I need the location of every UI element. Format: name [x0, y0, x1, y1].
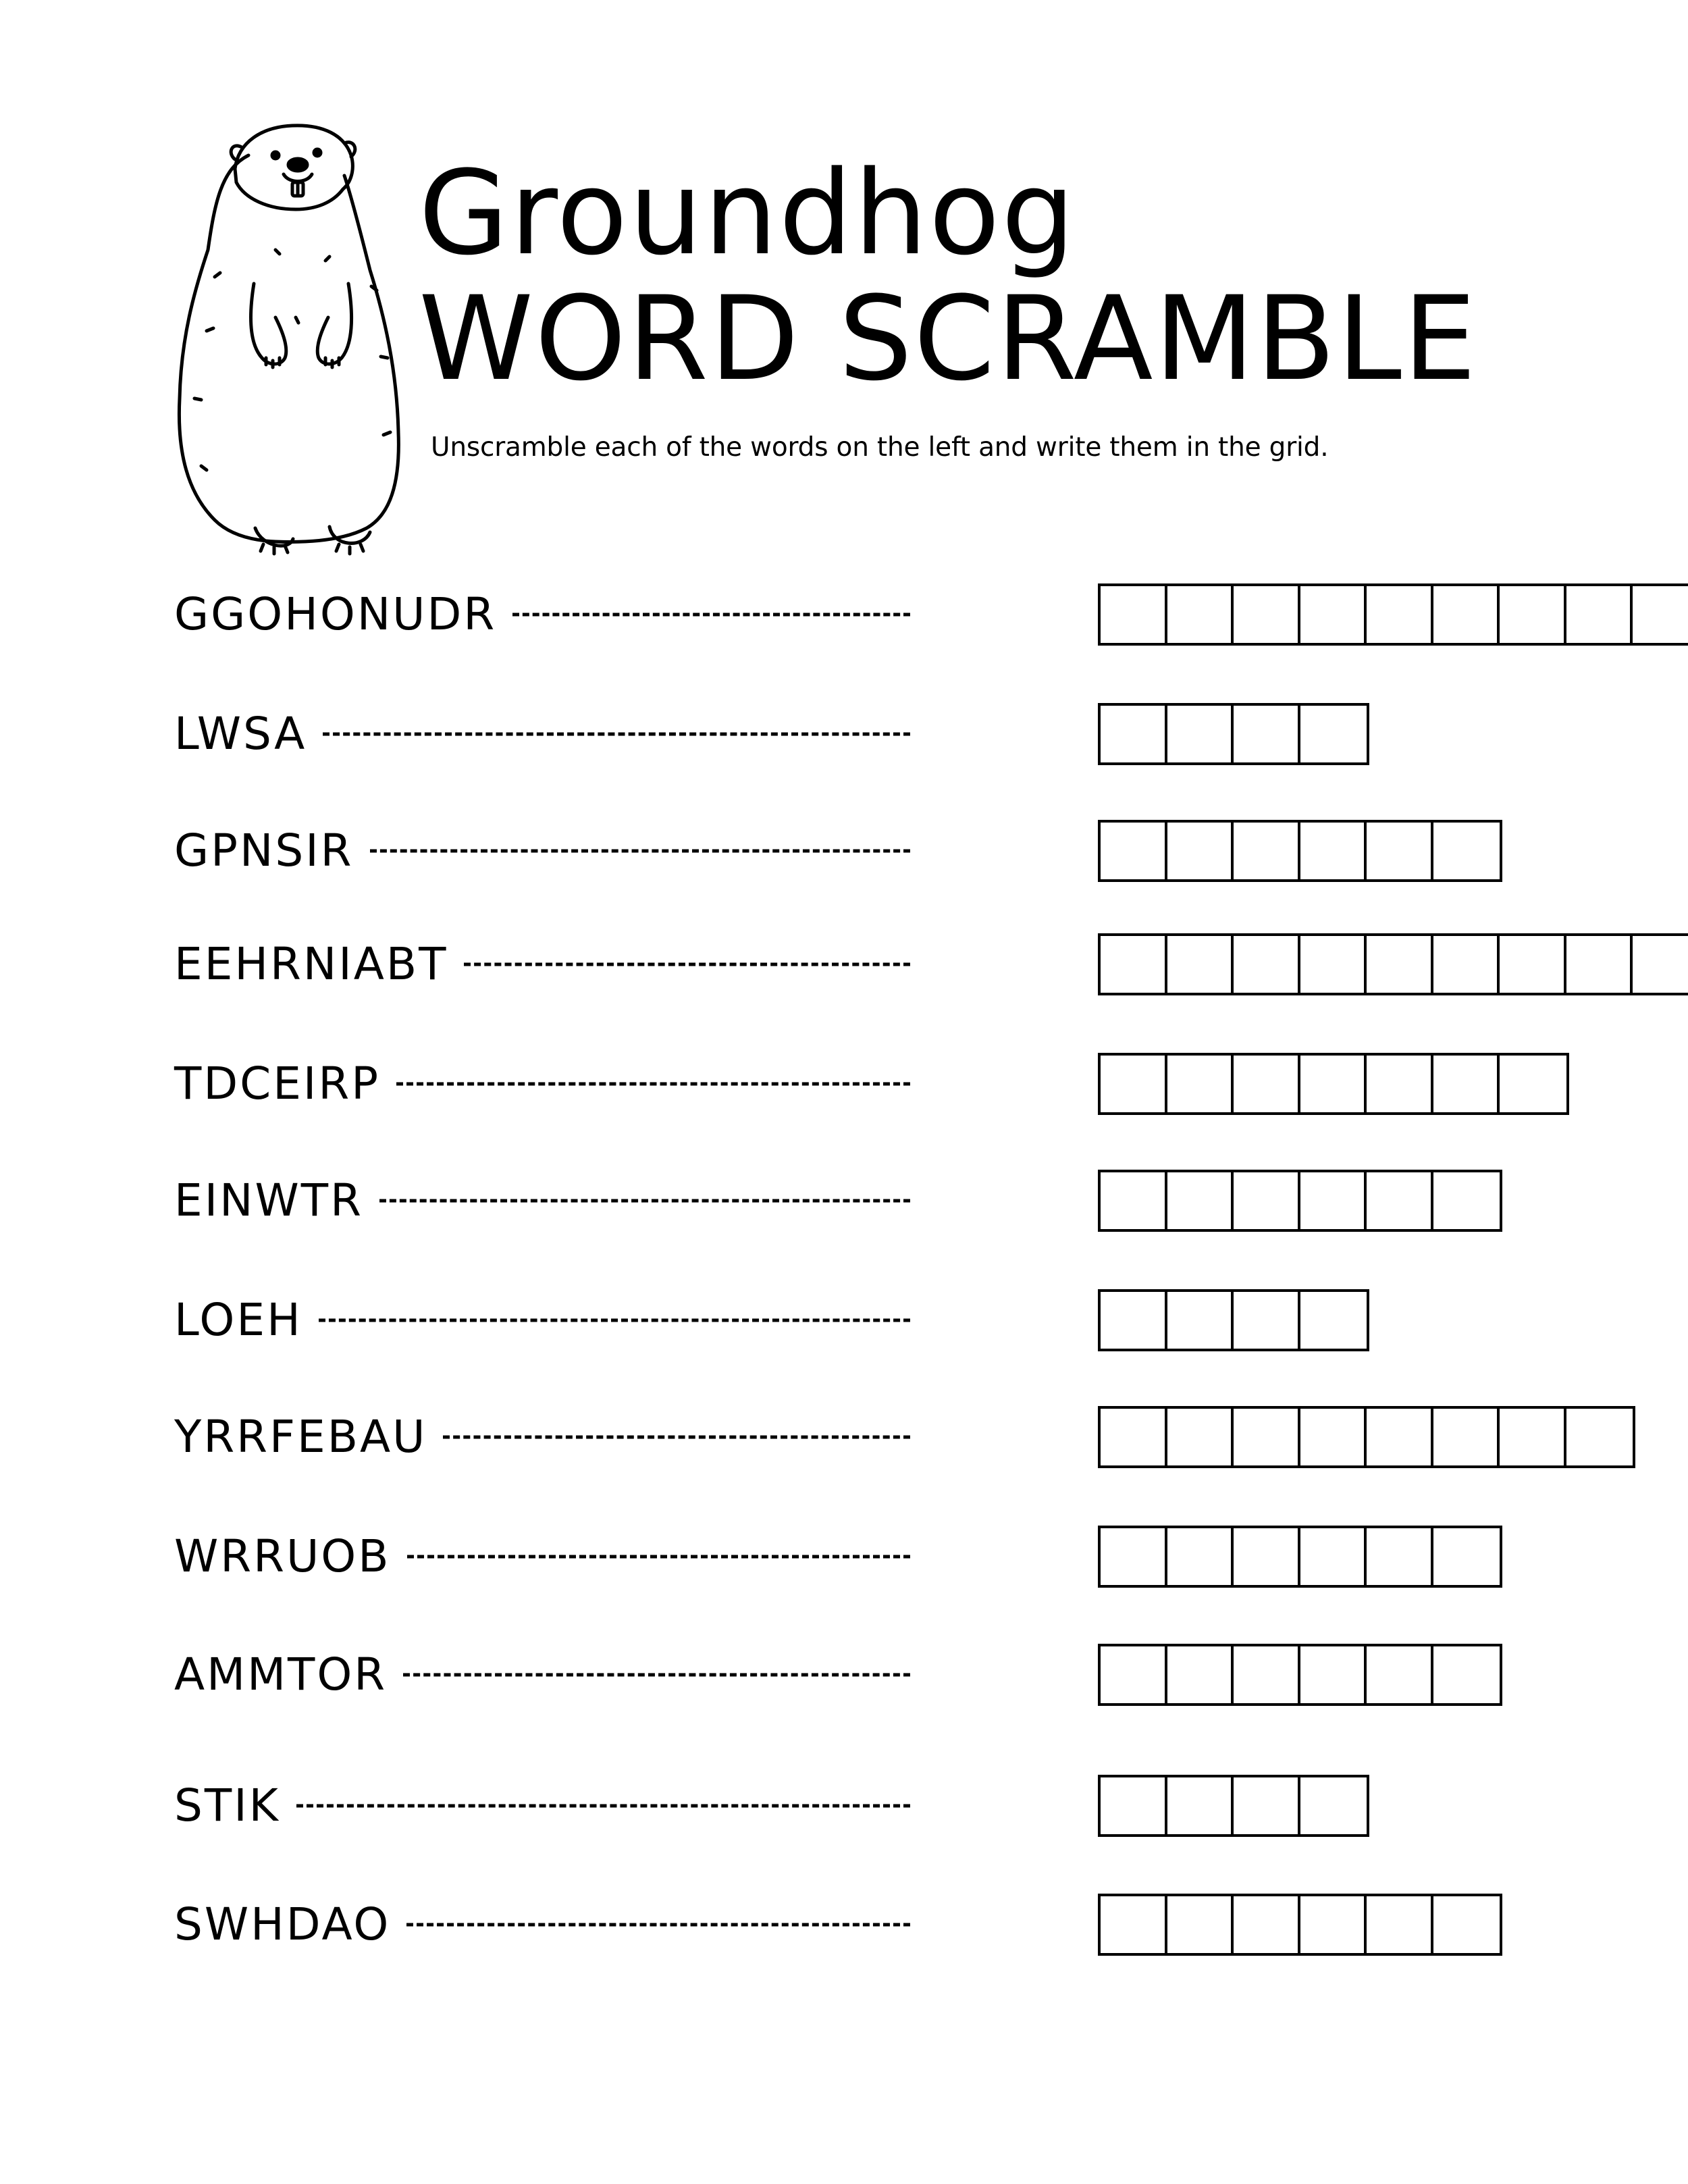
answer-cell[interactable]: [1101, 1896, 1167, 1953]
answer-cell[interactable]: [1167, 586, 1234, 643]
dashed-leader: [464, 963, 910, 966]
answer-cell[interactable]: [1300, 706, 1367, 762]
answer-cell[interactable]: [1101, 1409, 1167, 1465]
answer-cell[interactable]: [1234, 936, 1300, 993]
answer-cell[interactable]: [1367, 1646, 1433, 1703]
answer-cell[interactable]: [1234, 1528, 1300, 1585]
answer-grid: [1098, 1289, 1369, 1351]
puzzle-row: [174, 1891, 1525, 1958]
answer-cell[interactable]: [1167, 1172, 1234, 1229]
scrambled-word: SWHDAO: [174, 1898, 391, 1950]
answer-cell[interactable]: [1234, 1409, 1300, 1465]
answer-cell[interactable]: [1633, 586, 1688, 643]
answer-grid: [1098, 1644, 1502, 1706]
puzzle-row: [174, 700, 1525, 768]
answer-cell[interactable]: [1234, 706, 1300, 762]
answer-cell[interactable]: [1101, 1528, 1167, 1585]
answer-cell[interactable]: [1300, 1646, 1367, 1703]
answer-cell[interactable]: [1167, 1646, 1234, 1703]
answer-cell[interactable]: [1433, 1646, 1500, 1703]
answer-cell[interactable]: [1367, 1409, 1433, 1465]
puzzle-row: [174, 1167, 1525, 1234]
answer-cell[interactable]: [1167, 1777, 1234, 1834]
answer-cell[interactable]: [1300, 1409, 1367, 1465]
dashed-leader: [512, 613, 910, 617]
puzzle-row: [174, 1403, 1525, 1471]
answer-cell[interactable]: [1633, 936, 1688, 993]
instructions: Unscramble each of the words on the left and write them in the grid.: [431, 432, 1329, 463]
scrambled-word: LOEH: [174, 1294, 302, 1346]
answer-grid: [1098, 1526, 1502, 1588]
answer-cell[interactable]: [1433, 1172, 1500, 1229]
answer-cell[interactable]: [1367, 586, 1433, 643]
scrambled-word: LWSA: [174, 708, 307, 760]
answer-cell[interactable]: [1566, 586, 1633, 643]
answer-cell[interactable]: [1167, 936, 1234, 993]
page-title: [419, 145, 1478, 407]
answer-cell[interactable]: [1300, 936, 1367, 993]
answer-cell[interactable]: [1167, 1528, 1234, 1585]
answer-cell[interactable]: [1500, 936, 1566, 993]
dashed-leader: [396, 1083, 910, 1086]
answer-cell[interactable]: [1101, 1777, 1167, 1834]
answer-cell[interactable]: [1300, 1896, 1367, 1953]
puzzle-row: [174, 1772, 1525, 1840]
answer-cell[interactable]: [1101, 1056, 1167, 1112]
dashed-leader: [443, 1436, 910, 1439]
answer-cell[interactable]: [1367, 936, 1433, 993]
answer-cell[interactable]: [1234, 1292, 1300, 1349]
answer-cell[interactable]: [1367, 1056, 1433, 1112]
answer-cell[interactable]: [1433, 936, 1500, 993]
answer-cell[interactable]: [1500, 586, 1566, 643]
answer-cell[interactable]: [1234, 1172, 1300, 1229]
answer-cell[interactable]: [1300, 586, 1367, 643]
answer-cell[interactable]: [1300, 1056, 1367, 1112]
answer-grid: [1098, 703, 1369, 765]
dashed-leader: [379, 1199, 910, 1203]
answer-cell[interactable]: [1433, 1896, 1500, 1953]
answer-grid: [1098, 583, 1688, 646]
answer-cell[interactable]: [1234, 586, 1300, 643]
answer-grid: [1098, 1170, 1502, 1232]
scrambled-word: STIK: [174, 1779, 280, 1831]
puzzle-row: [174, 817, 1525, 885]
scrambled-word: TDCEIRP: [174, 1058, 381, 1110]
answer-cell[interactable]: [1167, 1896, 1234, 1953]
title-line-word-scramble: WORD SCRAMBLE: [419, 271, 1478, 407]
puzzle-row: [174, 1523, 1525, 1590]
answer-cell[interactable]: [1300, 823, 1367, 879]
answer-cell[interactable]: [1101, 823, 1167, 879]
scrambled-word: WRRUOB: [174, 1530, 391, 1582]
answer-cell[interactable]: [1433, 1409, 1500, 1465]
answer-grid: [1098, 820, 1502, 882]
answer-cell[interactable]: [1500, 1409, 1566, 1465]
answer-cell[interactable]: [1433, 1056, 1500, 1112]
puzzle-row: [174, 1641, 1525, 1709]
answer-cell[interactable]: [1101, 586, 1167, 643]
scrambled-word: EINWTR: [174, 1174, 363, 1226]
answer-cell[interactable]: [1234, 823, 1300, 879]
answer-cell[interactable]: [1101, 936, 1167, 993]
answer-cell[interactable]: [1167, 823, 1234, 879]
answer-cell[interactable]: [1101, 1292, 1167, 1349]
puzzle-row: [174, 1050, 1525, 1118]
dashed-leader: [370, 850, 910, 853]
puzzle-row: [174, 1286, 1525, 1354]
answer-cell[interactable]: [1101, 1646, 1167, 1703]
groundhog-illustration: [174, 115, 417, 561]
answer-cell[interactable]: [1167, 706, 1234, 762]
dashed-leader: [407, 1555, 910, 1559]
answer-cell[interactable]: [1234, 1777, 1300, 1834]
answer-cell[interactable]: [1167, 1056, 1234, 1112]
dashed-leader: [323, 733, 910, 736]
answer-cell[interactable]: [1433, 586, 1500, 643]
answer-cell[interactable]: [1566, 1409, 1633, 1465]
answer-cell[interactable]: [1500, 1056, 1566, 1112]
answer-cell[interactable]: [1300, 1777, 1367, 1834]
dashed-leader: [296, 1804, 910, 1808]
puzzle-row: [174, 931, 1525, 998]
dashed-leader: [403, 1673, 910, 1677]
answer-cell[interactable]: [1167, 1409, 1234, 1465]
answer-cell[interactable]: [1167, 1292, 1234, 1349]
answer-cell[interactable]: [1234, 1896, 1300, 1953]
answer-cell[interactable]: [1101, 1172, 1167, 1229]
answer-grid: [1098, 1894, 1502, 1956]
title-line-groundhog: Groundhog: [419, 145, 1077, 281]
answer-cell[interactable]: [1367, 1528, 1433, 1585]
scrambled-word: AMMTOR: [174, 1648, 388, 1700]
scrambled-word: EEHRNIABT: [174, 938, 448, 990]
puzzle-row: [174, 581, 1525, 648]
answer-cell[interactable]: [1300, 1292, 1367, 1349]
answer-cell[interactable]: [1300, 1528, 1367, 1585]
scrambled-word: YRRFEBAU: [174, 1411, 427, 1463]
answer-cell[interactable]: [1367, 1172, 1433, 1229]
answer-cell[interactable]: [1101, 706, 1167, 762]
answer-grid: [1098, 1406, 1635, 1468]
dashed-leader: [406, 1923, 910, 1927]
scrambled-word: GPNSIR: [174, 825, 354, 877]
answer-cell[interactable]: [1566, 936, 1633, 993]
answer-grid: [1098, 1775, 1369, 1837]
answer-cell[interactable]: [1234, 1056, 1300, 1112]
answer-cell[interactable]: [1433, 1528, 1500, 1585]
scrambled-word: GGOHONUDR: [174, 588, 497, 640]
answer-cell[interactable]: [1367, 823, 1433, 879]
answer-cell[interactable]: [1234, 1646, 1300, 1703]
dashed-leader: [319, 1319, 910, 1322]
answer-cell[interactable]: [1300, 1172, 1367, 1229]
answer-grid: [1098, 1053, 1569, 1115]
answer-cell[interactable]: [1367, 1896, 1433, 1953]
answer-grid: [1098, 933, 1688, 995]
answer-cell[interactable]: [1433, 823, 1500, 879]
